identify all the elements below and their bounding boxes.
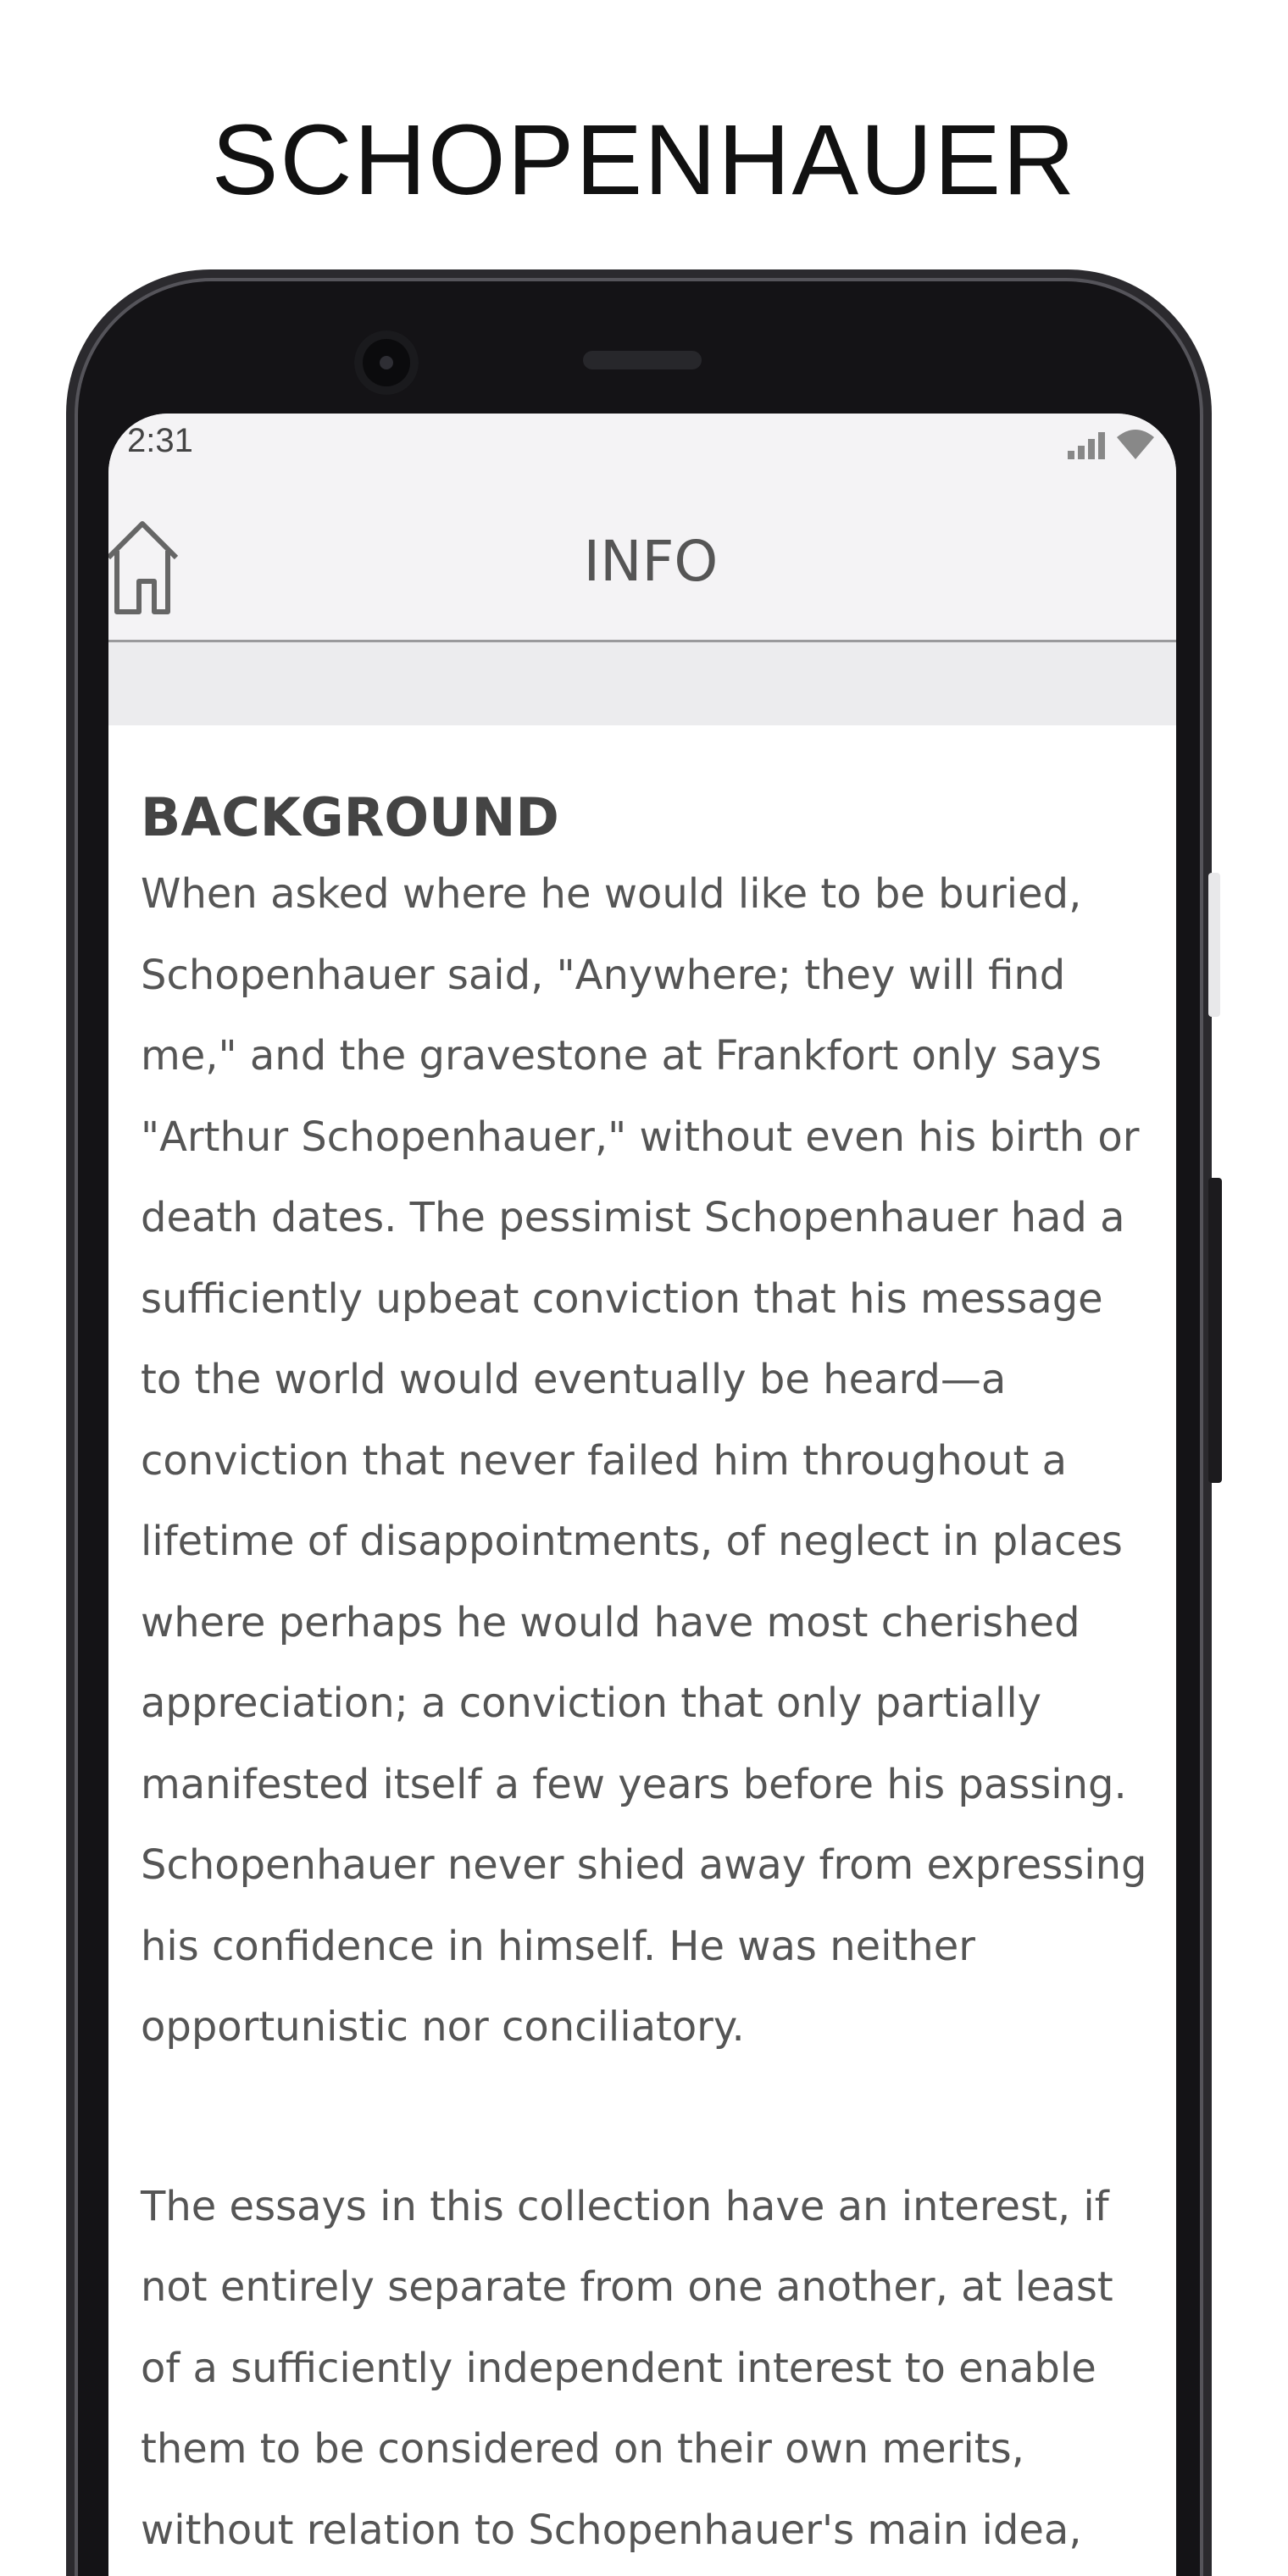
paragraph-line: lifetime of disappointments, of neglect in places	[141, 1518, 1123, 1566]
paragraph-line: Schopenhauer never shied away from expressing	[141, 1841, 1147, 1890]
paragraph-line: opportunistic nor conciliatory.	[141, 2003, 745, 2051]
paragraph-line: When asked where he would like to be buried,	[141, 870, 1082, 919]
paragraph-line: of a sufficiently independent interest to enable	[141, 2344, 1096, 2392]
paragraph-line: where perhaps he would have most cherished	[141, 1598, 1080, 1646]
home-icon	[108, 517, 181, 619]
section-heading: BACKGROUND	[141, 786, 559, 848]
paragraph-line: The essays in this collection have an interest, if	[141, 2182, 1109, 2230]
subheader-band	[108, 642, 1176, 725]
paragraph-line: them to be considered on their own merits,	[141, 2425, 1024, 2473]
paragraph-line: not entirely separate from one another, at least	[141, 2263, 1113, 2312]
promo-title: SCHOPENHAUER	[211, 104, 1077, 216]
signal-wifi-icons	[1064, 424, 1158, 469]
page-title: INFO	[583, 529, 719, 594]
phone-power-button	[1208, 1178, 1222, 1483]
paragraph-line: his confidence in himself. He was neither	[141, 1922, 975, 1970]
paragraph-line: conviction that never failed him throughout a	[141, 1436, 1068, 1485]
app-header	[108, 481, 1176, 642]
paragraph-line: to the world would eventually be heard—a	[141, 1356, 1007, 1404]
paragraph-line: death dates. The pessimist Schopenhauer had a	[141, 1194, 1125, 1242]
earpiece-speaker	[583, 351, 702, 369]
paragraph-line: sufficiently upbeat conviction that his message	[141, 1274, 1103, 1323]
paragraph-line: me," and the gravestone at Frankfort only says	[141, 1032, 1102, 1080]
paragraph-1	[141, 854, 1176, 2068]
paragraph-line: without relation to Schopenhauer's main idea,	[141, 2506, 1082, 2554]
phone-screen	[108, 414, 1176, 2576]
home-button[interactable]	[108, 517, 181, 619]
paragraph-line: Schopenhauer said, "Anywhere; they will find	[141, 951, 1066, 999]
paragraph-spacer	[141, 2068, 1176, 2167]
status-time: 2:31	[127, 422, 193, 459]
paragraph-2	[141, 2167, 1176, 2572]
paragraph-line: appreciation; a conviction that only partially	[141, 1679, 1042, 1728]
paragraph-line: "Arthur Schopenhauer," without even his birth or	[141, 1113, 1140, 1161]
article-content	[141, 786, 1176, 2571]
front-camera-lens	[380, 356, 393, 369]
cell-signal-icon	[1064, 424, 1158, 461]
status-bar	[108, 414, 1176, 481]
paragraph-line: manifested itself a few years before his passing.	[141, 1760, 1127, 1808]
phone-side-button-upper	[1208, 873, 1220, 1017]
